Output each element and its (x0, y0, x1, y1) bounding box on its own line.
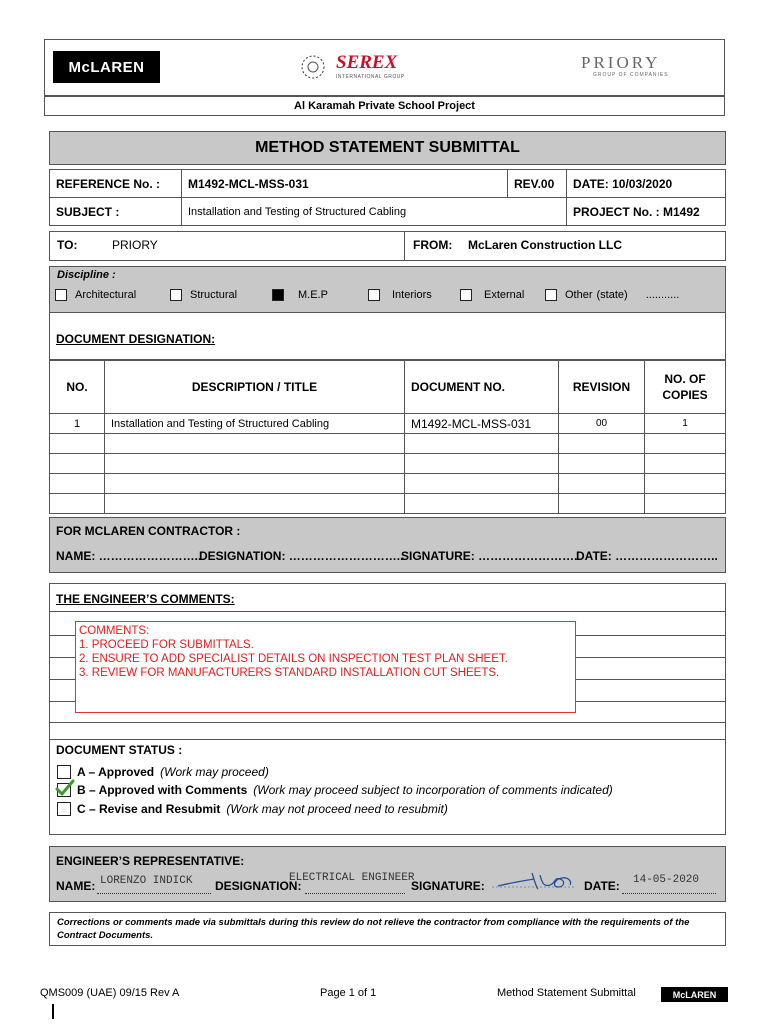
footer-form-code: QMS009 (UAE) 09/15 Rev A (40, 987, 180, 999)
discipline-label: Discipline : (57, 269, 116, 281)
engineer-date-label: DATE: (584, 879, 620, 893)
page-title: METHOD STATEMENT SUBMITTAL (255, 139, 520, 156)
col-header-copies: NO. OF COPIES (644, 360, 726, 414)
row-1-revision: 00 (558, 413, 645, 434)
subject-value: Installation and Testing of Structured Cabling (181, 197, 567, 226)
title-bar (49, 131, 726, 165)
checkbox-external[interactable] (460, 289, 472, 301)
status-option-b[interactable]: B – Approved with Comments (Work may proceed subject to incorporation of comments indicated) (57, 783, 613, 797)
engineer-designation-value: ELECTRICAL ENGINEER (289, 872, 415, 884)
empty-table-cell (644, 453, 726, 474)
document-status-heading: DOCUMENT STATUS : (56, 743, 183, 757)
serex-logo-subtext: INTERNATIONAL GROUP (336, 74, 405, 80)
empty-table-cell (49, 433, 105, 454)
contractor-date: DATE: …………………….. (576, 549, 718, 563)
project-name-bar (44, 96, 725, 116)
priory-logo-subtext: GROUP OF COMPANIES (593, 72, 669, 78)
status-option-a[interactable]: A – Approved (Work may proceed) (57, 765, 269, 779)
empty-table-cell (49, 453, 105, 474)
discipline-mep[interactable]: M.E.P (272, 289, 328, 301)
row-1-title: Installation and Testing of Structured Cabling (104, 413, 405, 434)
disclaimer-box (49, 912, 726, 946)
empty-table-cell (644, 433, 726, 454)
reference-value: M1492-MCL-MSS-031 (181, 169, 508, 198)
date-value: DATE: 10/03/2020 (566, 169, 726, 198)
subject-label: SUBJECT : (49, 197, 182, 226)
engineer-representative-heading: ENGINEER’S REPRESENTATIVE: (56, 854, 245, 868)
discipline-architectural[interactable]: Architectural (55, 289, 136, 301)
signature-image (492, 869, 574, 893)
col-header-title: DESCRIPTION / TITLE (104, 360, 405, 414)
contractor-designation: DESIGNATION: ……………………….. (199, 549, 404, 563)
comments-box (75, 621, 576, 713)
empty-table-cell (644, 473, 726, 494)
empty-table-cell (49, 493, 105, 514)
comments-title: COMMENTS: (79, 625, 150, 637)
col-header-revision: REVISION (558, 360, 645, 414)
engineer-signature-label: SIGNATURE: (411, 879, 485, 893)
checkbox-structural[interactable] (170, 289, 182, 301)
empty-table-cell (644, 493, 726, 514)
footer-page-number: Page 1 of 1 (320, 987, 377, 999)
engineer-name-value: LORENZO INDICK (100, 875, 193, 887)
serex-emblem-icon (296, 50, 330, 84)
serex-logo (296, 50, 421, 84)
to-label: TO: (57, 238, 78, 252)
comment-line-2: 2. ENSURE TO ADD SPECIALIST DETAILS ON INSPECTION TEST PLAN SHEET. (79, 653, 508, 665)
to-value: PRIORY (112, 238, 158, 252)
discipline-interiors[interactable]: Interiors (368, 289, 432, 301)
comment-line-3: 3. REVIEW FOR MANUFACTURERS STANDARD INSTALLATION CUT SHEETS. (79, 667, 500, 679)
serex-logo-text: SEREX (336, 52, 398, 73)
engineer-comments-heading: THE ENGINEER’S COMMENTS: (56, 592, 235, 606)
engineer-date-value: 14-05-2020 (633, 874, 700, 886)
to-from-divider (404, 231, 405, 261)
reference-label: REFERENCE No. : (49, 169, 182, 198)
disclaimer-text: Corrections or comments made via submittals during this review do not relieve the contractor from compliance with the requirements of the Contract Documents. (57, 917, 690, 941)
discipline-external[interactable]: External (460, 289, 524, 301)
comment-rule-line (49, 722, 726, 723)
empty-table-cell (404, 493, 559, 514)
footer-document-title: Method Statement Submittal (497, 987, 636, 999)
discipline-other[interactable]: Other (state) ........... (545, 289, 679, 301)
empty-table-cell (558, 453, 645, 474)
checkbox-status-b-checked[interactable] (57, 783, 71, 797)
empty-table-cell (49, 473, 105, 494)
from-value: McLaren Construction LLC (468, 238, 623, 252)
contractor-signature: SIGNATURE: ……………………. (401, 549, 578, 563)
text-cursor (52, 1004, 54, 1019)
status-option-c[interactable]: C – Revise and Resubmit (Work may not proceed need to resubmit) (57, 802, 448, 816)
empty-table-cell (104, 453, 405, 474)
empty-table-cell (558, 473, 645, 494)
engineer-name-label: NAME: (56, 879, 96, 893)
checkbox-status-a[interactable] (57, 765, 71, 779)
empty-table-cell (404, 473, 559, 494)
comment-rule-line (49, 611, 726, 612)
empty-table-cell (104, 493, 405, 514)
empty-table-cell (104, 433, 405, 454)
engineer-designation-dots (305, 884, 405, 894)
empty-table-cell (558, 433, 645, 454)
checkbox-architectural[interactable] (55, 289, 67, 301)
col-header-no: NO. (49, 360, 105, 414)
empty-table-cell (404, 433, 559, 454)
project-name: Al Karamah Private School Project (294, 100, 475, 112)
document-designation-heading: DOCUMENT DESIGNATION: (56, 332, 216, 346)
engineer-designation-label: DESIGNATION: (215, 879, 302, 893)
checkmark-icon (55, 779, 75, 797)
contractor-name: NAME: …………………….. (56, 549, 202, 563)
row-1-doc-no: M1492-MCL-MSS-031 (404, 413, 559, 434)
revision-value: REV.00 (507, 169, 567, 198)
discipline-structural[interactable]: Structural (170, 289, 237, 301)
from-label: FROM: (413, 238, 453, 252)
checkbox-mep-checked[interactable] (272, 289, 284, 301)
checkbox-status-c[interactable] (57, 802, 71, 816)
project-number: PROJECT No. : M1492 (566, 197, 726, 226)
empty-table-cell (104, 473, 405, 494)
empty-table-cell (404, 453, 559, 474)
row-1-no: 1 (49, 413, 105, 434)
row-1-copies: 1 (644, 413, 726, 434)
mclaren-logo: McLAREN (53, 51, 160, 83)
priory-logo-text: PRIORY (581, 53, 661, 72)
footer-mclaren-logo: McLAREN (661, 987, 728, 1002)
col-header-doc-no: DOCUMENT NO. (404, 360, 559, 414)
contractor-heading: FOR MCLAREN CONTRACTOR : (56, 524, 241, 538)
checkbox-other[interactable] (545, 289, 557, 301)
checkbox-interiors[interactable] (368, 289, 380, 301)
priory-logo (563, 53, 708, 81)
empty-table-cell (558, 493, 645, 514)
comment-line-1: 1. PROCEED FOR SUBMITTALS. (79, 639, 254, 651)
